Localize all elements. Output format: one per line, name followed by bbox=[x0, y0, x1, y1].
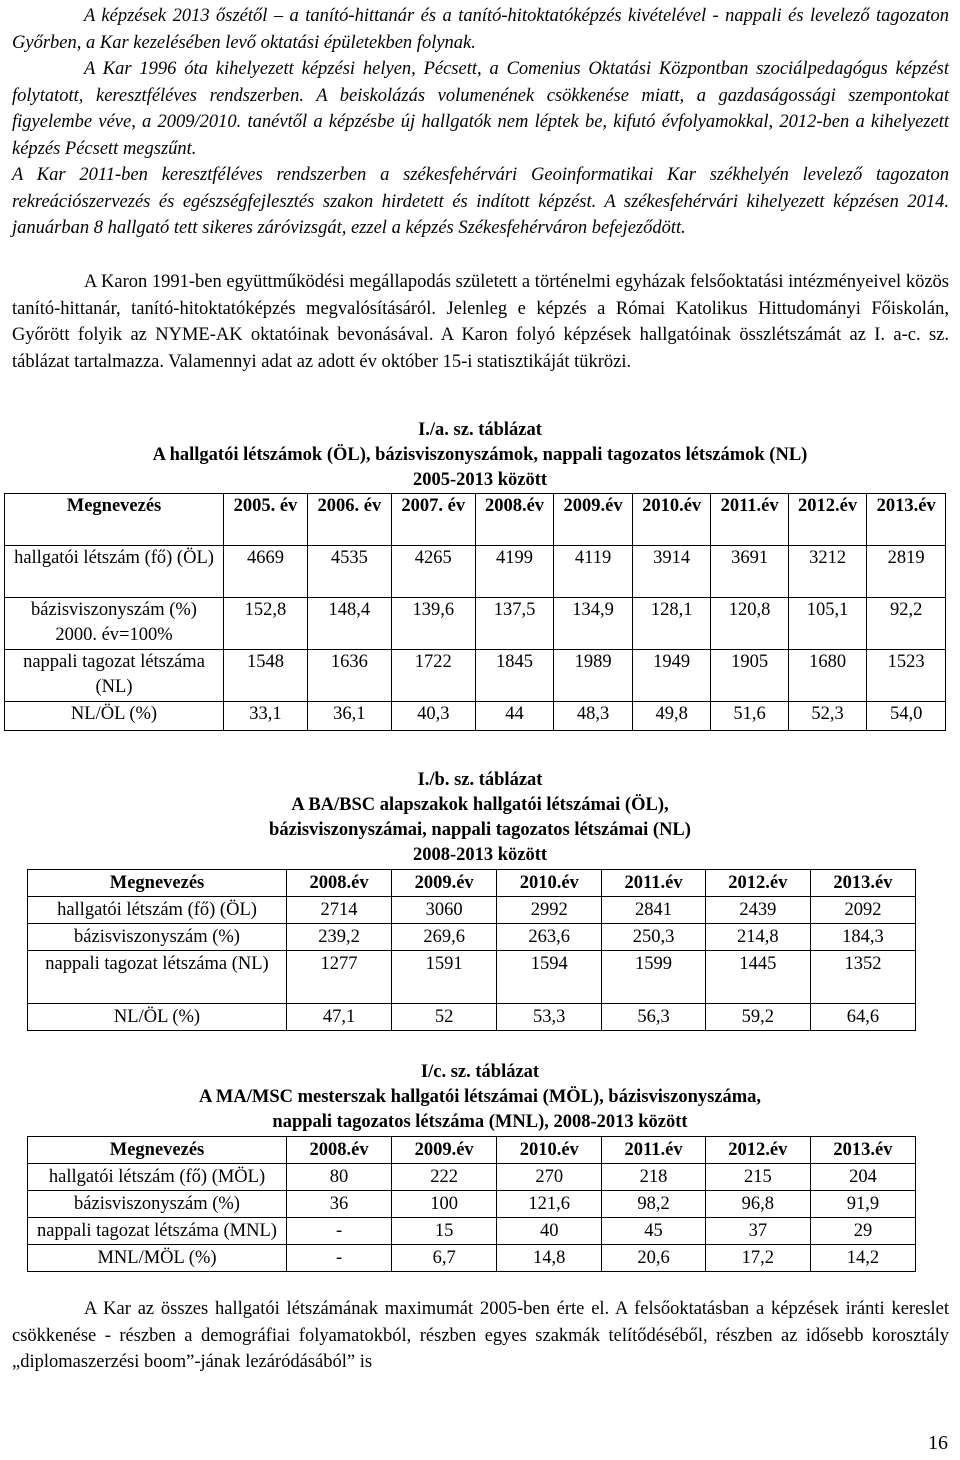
table-cell: 4199 bbox=[475, 546, 554, 598]
table-cell: 3060 bbox=[392, 897, 497, 924]
table-cell: 4119 bbox=[554, 546, 633, 598]
table-cell: 1277 bbox=[287, 951, 392, 1004]
table-cell: 1523 bbox=[867, 650, 946, 702]
table-cell: 1680 bbox=[788, 650, 867, 702]
header-cell: 2011.év bbox=[602, 870, 706, 897]
table-cell: 105,1 bbox=[788, 598, 867, 650]
table3-caption-line2: nappali tagozatos létszáma (MNL), 2008-2013 között bbox=[272, 1112, 688, 1132]
table3-caption-line1: A MA/MSC mesterszak hallgatói létszámai (MÖL), bázisviszonyszáma, bbox=[198, 1087, 762, 1107]
table-cell: 1548 bbox=[224, 650, 308, 702]
row-label: hallgatói létszám (fő) (ÖL) bbox=[28, 897, 287, 924]
header-cell: 2011.év bbox=[711, 494, 788, 546]
table-cell: 3212 bbox=[788, 546, 867, 598]
table-cell: 1845 bbox=[475, 650, 554, 702]
table-row bbox=[28, 1164, 916, 1191]
table-cell: 152,8 bbox=[224, 598, 308, 650]
table-row bbox=[28, 1218, 916, 1245]
table-cell: 1905 bbox=[711, 650, 788, 702]
table3-caption-number: I/c. sz. táblázat bbox=[420, 1062, 540, 1082]
table-cell: 53,3 bbox=[497, 1004, 602, 1031]
table-cell: 121,6 bbox=[497, 1191, 602, 1218]
header-cell: 2009.év bbox=[392, 1137, 497, 1164]
table-cell: 100 bbox=[392, 1191, 497, 1218]
table-cell: 52 bbox=[392, 1004, 497, 1031]
header-cell: 2007. év bbox=[391, 494, 475, 546]
row-label: hallgatói létszám (fő) (ÖL) bbox=[5, 546, 224, 598]
table-cell: 218 bbox=[602, 1164, 706, 1191]
table-cell: 40 bbox=[497, 1218, 602, 1245]
header-cell: 2012.év bbox=[705, 1137, 810, 1164]
table-row bbox=[5, 650, 946, 702]
header-cell: 2009.év bbox=[392, 870, 497, 897]
table-cell: 2714 bbox=[287, 897, 392, 924]
table-cell: 59,2 bbox=[705, 1004, 810, 1031]
table-cell: 36,1 bbox=[307, 702, 391, 731]
table-row bbox=[5, 702, 946, 731]
table2-caption-number: I./b. sz. táblázat bbox=[417, 770, 543, 790]
row-label: MNL/MÖL (%) bbox=[28, 1245, 287, 1272]
table-cell: 270 bbox=[497, 1164, 602, 1191]
table-cell: 137,5 bbox=[475, 598, 554, 650]
table-row bbox=[28, 1245, 916, 1272]
table-cell: 92,2 bbox=[867, 598, 946, 650]
header-cell: Megnevezés bbox=[28, 1137, 287, 1164]
table-cell: 45 bbox=[602, 1218, 706, 1245]
table-cell: 148,4 bbox=[307, 598, 391, 650]
header-cell: 2005. év bbox=[224, 494, 308, 546]
table-cell: 3691 bbox=[711, 546, 788, 598]
table-row bbox=[5, 598, 946, 650]
table-header-row bbox=[28, 870, 916, 897]
table-row bbox=[28, 951, 916, 1004]
table-cell: 91,9 bbox=[810, 1191, 915, 1218]
table1-caption-period: 2005-2013 között bbox=[412, 470, 548, 490]
table-cell: 17,2 bbox=[705, 1245, 810, 1272]
header-cell: 2011.év bbox=[602, 1137, 706, 1164]
table-ma-msc-numbers bbox=[27, 1136, 916, 1272]
row-label: NL/ÖL (%) bbox=[28, 1004, 287, 1031]
table-header-row bbox=[28, 1137, 916, 1164]
table-cell: 6,7 bbox=[392, 1245, 497, 1272]
table-cell: 1591 bbox=[392, 951, 497, 1004]
table-cell: 64,6 bbox=[810, 1004, 915, 1031]
table-cell: 3914 bbox=[632, 546, 711, 598]
table-cell: 1949 bbox=[632, 650, 711, 702]
table-cell: 120,8 bbox=[711, 598, 788, 650]
table-cell: 54,0 bbox=[867, 702, 946, 731]
table-row bbox=[28, 1191, 916, 1218]
table-header-row bbox=[5, 494, 946, 546]
table-cell: 1594 bbox=[497, 951, 602, 1004]
table-cell: 1989 bbox=[554, 650, 633, 702]
table2-caption-line2: bázisviszonyszámai, nappali tagozatos létszámai (NL) bbox=[269, 820, 691, 840]
table-cell: 14,2 bbox=[810, 1245, 915, 1272]
table-cell: 44 bbox=[475, 702, 554, 731]
row-label: bázisviszonyszám (%) 2000. év=100% bbox=[5, 598, 224, 650]
table-cell: 2439 bbox=[705, 897, 810, 924]
table-cell: 51,6 bbox=[711, 702, 788, 731]
header-cell: 2008.év bbox=[287, 870, 392, 897]
row-label: hallgatói létszám (fő) (MÖL) bbox=[28, 1164, 287, 1191]
table-cell: 214,8 bbox=[705, 924, 810, 951]
table-cell: 139,6 bbox=[391, 598, 475, 650]
table-cell: 14,8 bbox=[497, 1245, 602, 1272]
header-cell: 2013.év bbox=[810, 1137, 915, 1164]
table-student-numbers-2005-2013 bbox=[4, 493, 946, 731]
table-cell: 4265 bbox=[391, 546, 475, 598]
header-cell: 2010.év bbox=[497, 1137, 602, 1164]
table-cell: 222 bbox=[392, 1164, 497, 1191]
table-cell: 37 bbox=[705, 1218, 810, 1245]
table-cell: 204 bbox=[810, 1164, 915, 1191]
table1-caption-number: I./a. sz. táblázat bbox=[418, 420, 542, 440]
table-cell: 15 bbox=[392, 1218, 497, 1245]
table-cell: 80 bbox=[287, 1164, 392, 1191]
table-cell: 1636 bbox=[307, 650, 391, 702]
table-cell: 1445 bbox=[705, 951, 810, 1004]
table-cell: 98,2 bbox=[602, 1191, 706, 1218]
table-ba-bsc-numbers bbox=[27, 869, 916, 1031]
table-cell: 1722 bbox=[391, 650, 475, 702]
row-label: NL/ÖL (%) bbox=[5, 702, 224, 731]
table-cell: 269,6 bbox=[392, 924, 497, 951]
header-cell: 2008.év bbox=[287, 1137, 392, 1164]
header-cell: 2012.év bbox=[788, 494, 867, 546]
table-cell: 40,3 bbox=[391, 702, 475, 731]
row-label: bázisviszonyszám (%) bbox=[28, 1191, 287, 1218]
header-cell: 2006. év bbox=[307, 494, 391, 546]
row-label: bázisviszonyszám (%) bbox=[28, 924, 287, 951]
table-cell: 128,1 bbox=[632, 598, 711, 650]
paragraph-cooperation: A Karon 1991-ben együttműködési megállapodás született a történelmi egyházak felsőoktatási intézményeivel közös tanító-hittanár, tanító-hitoktatóképzés megvalósításáról. Jelenleg e képzés a Római Katolikus Hittudományi Főiskolán, Győrött folyik az NYME-AK oktatóinak bevonásával. A Karon folyó képzések hallgatóinak összlétszámát az I. a-c. sz. táblázat tartalmazza. Valamennyi adat az adott év október 15-i statisztikáját tükrözi. bbox=[12, 272, 949, 372]
table-cell: 239,2 bbox=[287, 924, 392, 951]
table-cell: 2841 bbox=[602, 897, 706, 924]
table-cell: 263,6 bbox=[497, 924, 602, 951]
table-cell: - bbox=[287, 1245, 392, 1272]
table-cell: 1352 bbox=[810, 951, 915, 1004]
table2-caption-line1: A BA/BSC alapszakok hallgatói létszámai (ÖL), bbox=[291, 795, 669, 815]
table-cell: 36 bbox=[287, 1191, 392, 1218]
table-cell: 4535 bbox=[307, 546, 391, 598]
row-label: nappali tagozat létszáma (MNL) bbox=[28, 1218, 287, 1245]
row-label: nappali tagozat létszáma (NL) bbox=[5, 650, 224, 702]
table-cell: 1599 bbox=[602, 951, 706, 1004]
table-cell: 2992 bbox=[497, 897, 602, 924]
table-cell: - bbox=[287, 1218, 392, 1245]
table-cell: 52,3 bbox=[788, 702, 867, 731]
table-cell: 33,1 bbox=[224, 702, 308, 731]
header-cell: 2010.év bbox=[497, 870, 602, 897]
table-row bbox=[28, 897, 916, 924]
table-cell: 215 bbox=[705, 1164, 810, 1191]
paragraph-szekesfehervar-training: A Kar 2011-ben keresztféléves rendszerben a székesfehérvári Geoinformatikai Kar székhelyén levelező tagozaton rekreációszervezés és egészségfejlesztés szakon hirdetett és indított képzést. A székesfehérvári kihelyezett képzésen 2014. januárban 8 hallgató tett sikeres záróvizsgát, ezzel a képzés Székesfehérváron befejeződött. bbox=[12, 165, 949, 239]
table-cell: 56,3 bbox=[602, 1004, 706, 1031]
header-cell: 2010.év bbox=[632, 494, 711, 546]
table2-caption-period: 2008-2013 között bbox=[412, 845, 548, 865]
table-cell: 48,3 bbox=[554, 702, 633, 731]
header-cell: 2013.év bbox=[810, 870, 915, 897]
table-cell: 20,6 bbox=[602, 1245, 706, 1272]
table-cell: 49,8 bbox=[632, 702, 711, 731]
table-cell: 4669 bbox=[224, 546, 308, 598]
paragraph-training-locations: A képzések 2013 őszétől – a tanító-hittanár és a tanító-hitoktatóképzés kivételével - nappali és levelező tagozaton Győrben, a Kar kezelésében levő oktatási épületekben folynak. bbox=[12, 6, 949, 53]
paragraph-pecs-training: A Kar 1996 óta kihelyezett képzési helyen, Pécsett, a Comenius Oktatási Központban szociálpedagógus képzést folytatott, keresztféléves rendszerben. A beiskolázás volumenének csökkenése miatt, a gazdaságossági szempontokat figyelembe véve, a 2009/2010. tanévtől a képzésbe új hallgatók nem léptek be, kifutó évfolyamokkal, 2012-ben a kihelyezett képzés Pécsett megszűnt. bbox=[12, 59, 949, 159]
table-cell: 2092 bbox=[810, 897, 915, 924]
header-cell: Megnevezés bbox=[5, 494, 224, 546]
header-cell: 2009.év bbox=[554, 494, 633, 546]
header-cell: Megnevezés bbox=[28, 870, 287, 897]
row-label: nappali tagozat létszáma (NL) bbox=[28, 951, 287, 1004]
table-cell: 96,8 bbox=[705, 1191, 810, 1218]
table1-caption-title: A hallgatói létszámok (ÖL), bázisviszonyszámok, nappali tagozatos létszámok (NL) bbox=[152, 445, 808, 465]
header-cell: 2013.év bbox=[867, 494, 946, 546]
header-cell: 2012.év bbox=[705, 870, 810, 897]
header-cell: 2008.év bbox=[475, 494, 554, 546]
table-row bbox=[5, 546, 946, 598]
page-number: 16 bbox=[928, 1432, 948, 1454]
paragraph-maximum-enrollment: A Kar az összes hallgatói létszámának maximumát 2005-ben érte el. A felsőoktatásban a képzések iránti kereslet csökkenése - részben a demográfiai folyamatokból, részben egyes szakmák telítődéséből, részben az idősebb korosztály „diplomaszerzési boom”-jának lezáródásából” is bbox=[12, 1299, 949, 1373]
table-cell: 134,9 bbox=[554, 598, 633, 650]
table-cell: 2819 bbox=[867, 546, 946, 598]
table-cell: 29 bbox=[810, 1218, 915, 1245]
table-row bbox=[28, 924, 916, 951]
table-row bbox=[28, 1004, 916, 1031]
table-cell: 47,1 bbox=[287, 1004, 392, 1031]
table-cell: 250,3 bbox=[602, 924, 706, 951]
table-cell: 184,3 bbox=[810, 924, 915, 951]
